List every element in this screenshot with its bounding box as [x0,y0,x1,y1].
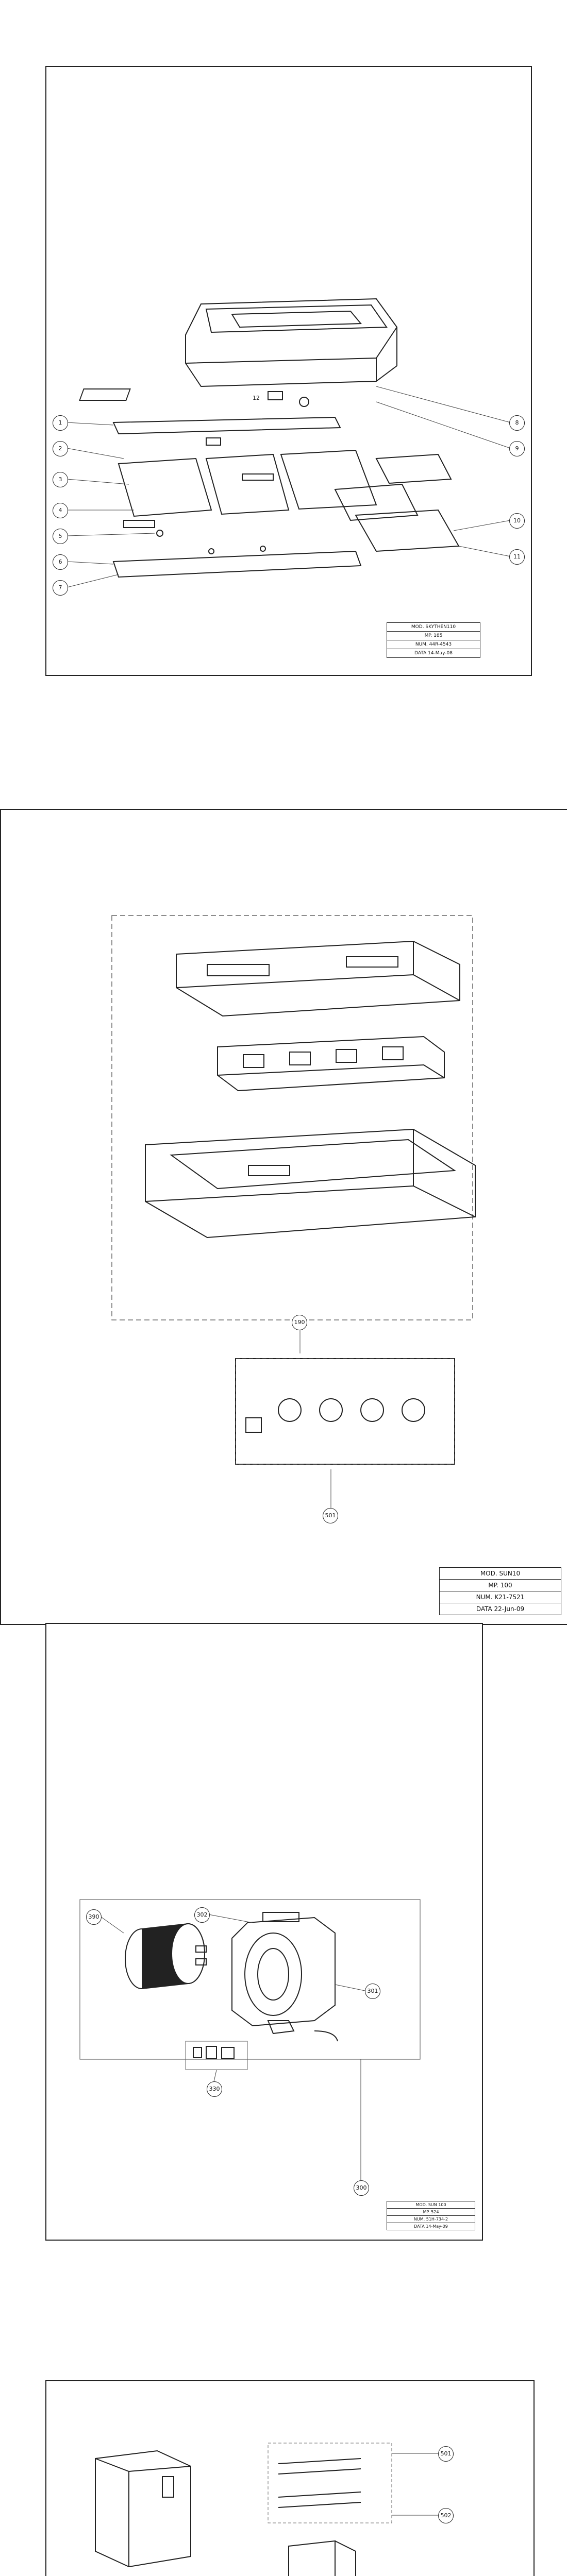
callout-390: 390 [86,1909,102,1925]
callout-right-9: 9 [509,441,525,456]
title-block-mp: MP. 524 [387,2209,475,2216]
callout-302: 302 [194,1907,210,1923]
motor-assembly-exploded-view [46,1624,482,2240]
callout-left-1: 1 [53,415,68,431]
callout-300: 300 [354,2180,369,2196]
hood-assembly-exploded-view [46,67,531,675]
callout-301: 301 [365,1984,380,1999]
chimney-assembly-exploded-view [46,2381,533,2576]
title-block-date: DATA 14-May-08 [414,651,453,656]
callout-left-3: 3 [53,472,68,487]
title-block-mod: MOD. SKYTHEN110 [387,623,480,632]
title-block-1 [387,622,480,658]
title-block-mp: MP. 100 [440,1580,561,1591]
title-block-3 [387,2201,475,2230]
title-block-num: NUM. K21-7521 [440,1591,561,1603]
callout-501: 501 [438,2446,454,2462]
drawing-sheet-4 [45,2380,535,2576]
drawing-sheet-2 [0,809,567,1625]
title-block-2 [439,1567,561,1615]
callout-left-2: 2 [53,441,68,456]
callout-left-4: 4 [53,503,68,518]
callout-330: 330 [207,2081,222,2097]
callout-190: 190 [292,1315,307,1330]
title-block-num: NUM. 44R-4543 [387,640,480,649]
callout-left-5: 5 [53,529,68,544]
callout-left-7: 7 [53,580,68,596]
title-block-date: DATA 22-Jun-09 [476,1605,525,1613]
callout-right-10: 10 [509,513,525,529]
drawing-sheet-1 [45,66,532,676]
control-box-exploded-view [1,810,567,1624]
title-block-mod: MOD. SUN10 [440,1568,561,1580]
callout-501: 501 [323,1508,338,1523]
title-block-mp: MP. 185 [387,632,480,640]
callout-right-11: 11 [509,549,525,565]
callout-502: 502 [438,2508,454,2523]
callout-right-8: 8 [509,415,525,431]
title-block-num: NUM. 51H-734-2 [387,2216,475,2223]
drawing-sheet-3 [45,1623,483,2241]
label-12: 12 [253,395,260,401]
callout-left-6: 6 [53,554,68,570]
title-block-date: DATA 14-May-09 [414,2224,448,2229]
title-block-mod: MOD. SUN 100 [387,2201,475,2209]
